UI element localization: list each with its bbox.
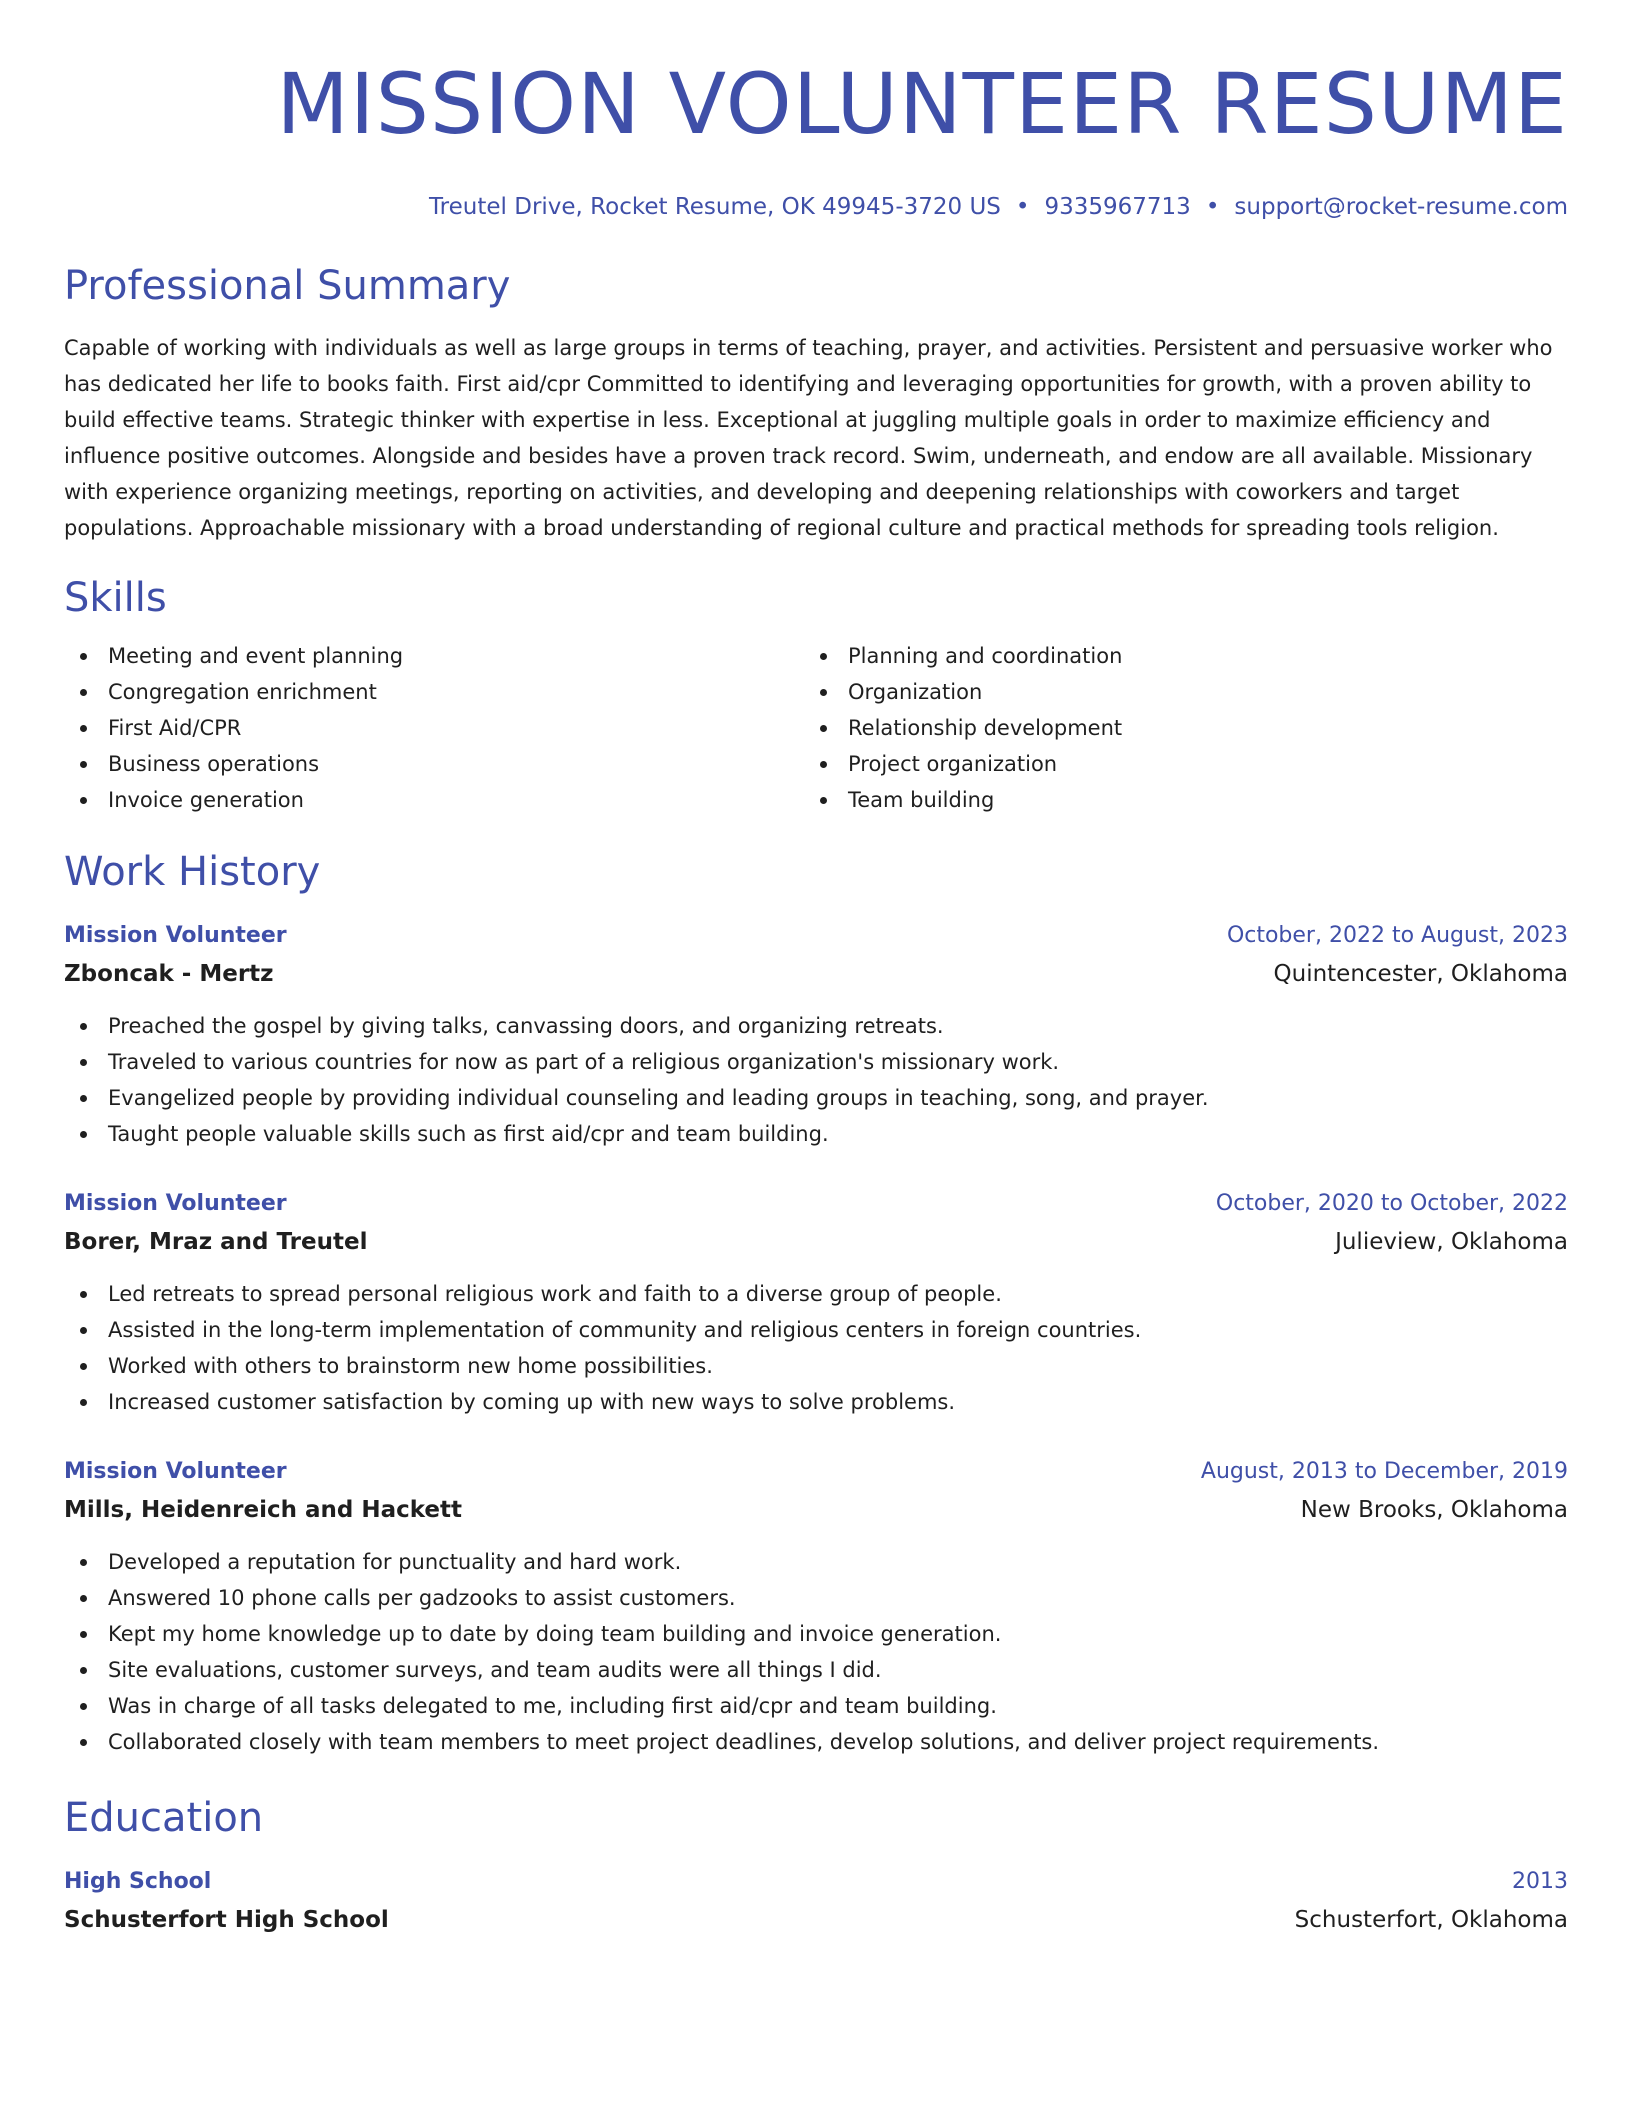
- contact-address: Treutel Drive, Rocket Resume, OK 49945-3720 US: [429, 194, 1001, 220]
- job-bullets: [64, 1008, 1568, 1152]
- job-bullet: Assisted in the long-term implementation of community and religious centers in foreign countries.: [64, 1312, 1568, 1348]
- job-bullet: Worked with others to brainstorm new home possibilities.: [64, 1348, 1568, 1384]
- contact-separator: •: [1015, 194, 1030, 220]
- skills-column-left: [64, 638, 804, 818]
- summary-text: Capable of working with individuals as well as large groups in terms of teaching, prayer, and activities. Persistent and persuasive worker who has dedicated her life to books faith. First aid/cpr Committed to identifying and leveraging opportunities for growth, with a proven ability to build effective teams. Strategic thinker with expertise in less. Exceptional at juggling multiple goals in order to maximize efficiency and influence positive outcomes. Alongside and besides have a proven track record. Swim, underneath, and endow are all available. Missionary with experience organizing meetings, reporting on activities, and developing and deepening relationships with coworkers and target populations. Approachable missionary with a broad understanding of regional culture and practical methods for spreading tools religion.: [64, 336, 1553, 540]
- education-header: [64, 1864, 1568, 1900]
- job-bullets: [64, 1276, 1568, 1420]
- job-dates: October, 2022 to August, 2023: [1226, 923, 1568, 948]
- education-location: Schusterfort, Oklahoma: [1294, 1907, 1568, 1933]
- job-dates: August, 2013 to December, 2019: [1200, 1459, 1568, 1484]
- job-bullets: [64, 1544, 1568, 1760]
- job-company: Borer, Mraz and Treutel: [64, 1229, 368, 1255]
- job-bullet: Taught people valuable skills such as first aid/cpr and team building.: [64, 1116, 1568, 1152]
- job-company-row: [64, 1492, 1568, 1528]
- skills-column-right: [804, 638, 1544, 818]
- job-location: New Brooks, Oklahoma: [1300, 1497, 1568, 1523]
- resume-name: MISSION VOLUNTEER RESUME: [276, 55, 1568, 153]
- education-school-row: [64, 1902, 1568, 1938]
- job-bullet: Developed a reputation for punctuality and hard work.: [64, 1544, 1568, 1580]
- education-degree: High School: [64, 1869, 212, 1894]
- skills-list: [64, 638, 1568, 818]
- job-location: Quintencester, Oklahoma: [1273, 961, 1568, 987]
- job-entry: [64, 1186, 1568, 1420]
- skill-item: Team building: [804, 782, 1544, 818]
- job-header: [64, 918, 1568, 954]
- job-title: Mission Volunteer: [64, 1191, 287, 1216]
- contact-separator: •: [1205, 194, 1220, 220]
- job-bullet: Kept my home knowledge up to date by doing team building and invoice generation.: [64, 1616, 1568, 1652]
- job-dates: October, 2020 to October, 2022: [1215, 1191, 1568, 1216]
- job-company: Zboncak - Mertz: [64, 961, 274, 987]
- job-header: [64, 1186, 1568, 1222]
- skill-item: Relationship development: [804, 710, 1544, 746]
- skills-heading: Skills: [64, 575, 167, 621]
- education-heading: Education: [64, 1795, 264, 1841]
- skill-item: Invoice generation: [64, 782, 804, 818]
- work-history-heading: Work History: [64, 849, 321, 895]
- skill-item: Congregation enrichment: [64, 674, 804, 710]
- skill-item: Organization: [804, 674, 1544, 710]
- job-title: Mission Volunteer: [64, 1459, 287, 1484]
- skill-item: Planning and coordination: [804, 638, 1544, 674]
- summary-heading: Professional Summary: [64, 263, 511, 309]
- job-header: [64, 1454, 1568, 1490]
- job-title: Mission Volunteer: [64, 923, 287, 948]
- education-school: Schusterfort High School: [64, 1907, 389, 1933]
- job-bullet: Led retreats to spread personal religious work and faith to a diverse group of people.: [64, 1276, 1568, 1312]
- education-year: 2013: [1512, 1869, 1568, 1894]
- job-bullet: Was in charge of all tasks delegated to me, including first aid/cpr and team building.: [64, 1688, 1568, 1724]
- job-bullet: Answered 10 phone calls per gadzooks to assist customers.: [64, 1580, 1568, 1616]
- job-company-row: [64, 956, 1568, 992]
- job-bullet: Traveled to various countries for now as part of a religious organization's missionary work.: [64, 1044, 1568, 1080]
- job-bullet: Collaborated closely with team members to meet project deadlines, develop solutions, and deliver project requirements.: [64, 1724, 1568, 1760]
- job-company-row: [64, 1224, 1568, 1260]
- skill-item: Business operations: [64, 746, 804, 782]
- job-entry: [64, 1454, 1568, 1760]
- job-entry: [64, 918, 1568, 1152]
- job-bullet: Increased customer satisfaction by coming up with new ways to solve problems.: [64, 1384, 1568, 1420]
- education-entry: [64, 1864, 1568, 1938]
- contact-line: [64, 192, 1568, 222]
- job-bullet: Preached the gospel by giving talks, canvassing doors, and organizing retreats.: [64, 1008, 1568, 1044]
- contact-email: support@rocket-resume.com: [1234, 194, 1568, 220]
- skill-item: Project organization: [804, 746, 1544, 782]
- job-company: Mills, Heidenreich and Hackett: [64, 1497, 463, 1523]
- skill-item: First Aid/CPR: [64, 710, 804, 746]
- job-location: Julieview, Oklahoma: [1335, 1229, 1568, 1255]
- skill-item: Meeting and event planning: [64, 638, 804, 674]
- contact-phone: 9335967713: [1044, 194, 1191, 220]
- job-bullet: Evangelized people by providing individual counseling and leading groups in teaching, song, and prayer.: [64, 1080, 1568, 1116]
- job-bullet: Site evaluations, customer surveys, and team audits were all things I did.: [64, 1652, 1568, 1688]
